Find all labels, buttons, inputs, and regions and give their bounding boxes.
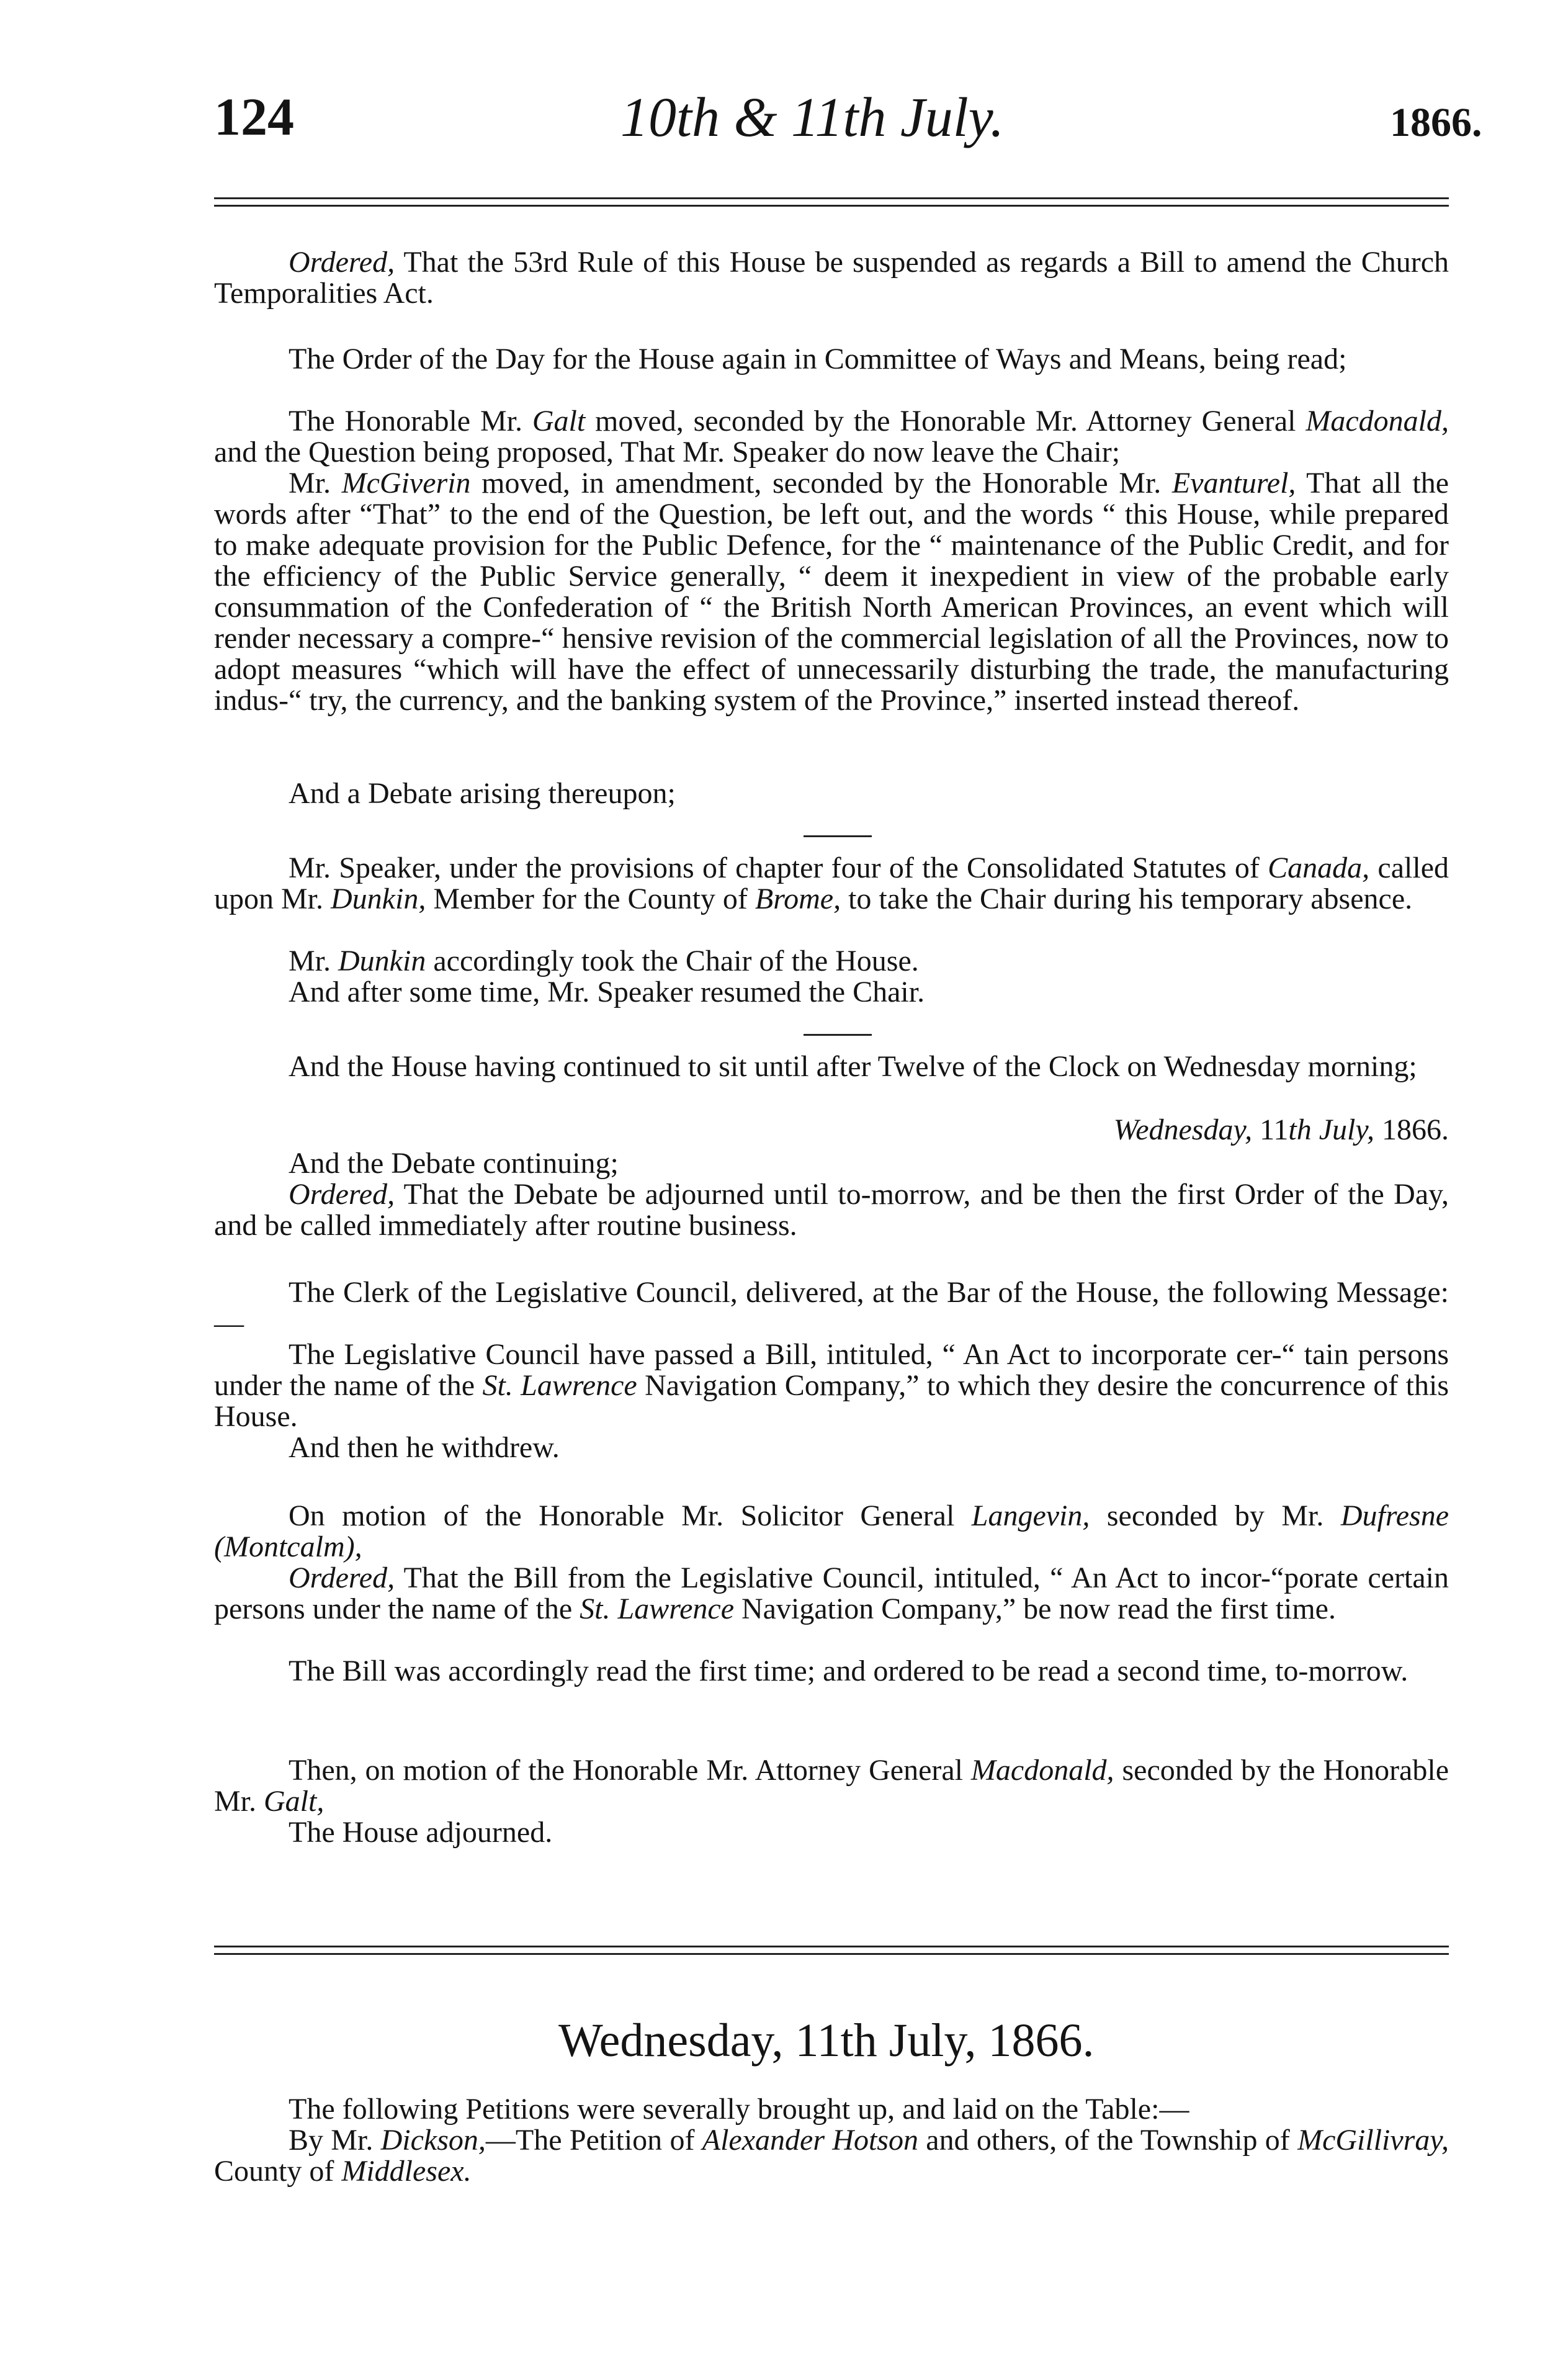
text-run: Canada, <box>1268 851 1370 884</box>
text-run: Dunkin <box>338 945 426 977</box>
text-run: And a Debate arising thereupon; <box>289 777 676 810</box>
paragraph <box>214 406 1449 468</box>
text-run: The Honorable Mr. <box>289 405 532 438</box>
paragraph <box>214 247 1449 309</box>
paragraph <box>214 1339 1449 1432</box>
text-run: and others, of the Township of <box>918 2124 1298 2157</box>
paragraph <box>214 1277 1449 1339</box>
text-run: Macdonald, <box>970 1754 1114 1787</box>
text-run: And then he withdrew. <box>289 1431 560 1464</box>
text-run: McGillivray, <box>1297 2124 1449 2157</box>
text-run: Navigation Company,” be now read the first time. <box>734 1592 1336 1625</box>
running-title: 10th & 11th July. <box>620 87 1005 148</box>
text-run: Ordered, <box>289 1178 395 1211</box>
text-run: to take the Chair during his temporary absence. <box>841 882 1413 915</box>
text-run: Dunkin, <box>331 882 426 915</box>
paragraph <box>214 1432 1449 1463</box>
paragraph <box>214 2125 1449 2187</box>
text-run: moved, in amendment, seconded by the Honorable Mr. <box>470 467 1172 500</box>
text-run: County of <box>214 2155 342 2188</box>
paragraph <box>214 1755 1449 1817</box>
text-run: 11 <box>1252 1113 1289 1146</box>
text-run: Galt <box>532 405 586 438</box>
section-rule <box>214 1946 1449 1955</box>
text-run: The following Petitions were severally brought up, and laid on the Table:— <box>289 2093 1189 2126</box>
paragraph <box>214 1501 1449 1563</box>
text-run: The Order of the Day for the House again in Committee of Ways and Means, being read; <box>289 343 1347 375</box>
paragraph <box>214 1563 1449 1625</box>
text-run: The Clerk of the Legislative Council, delivered, at the Bar of the House, the following Message:— <box>214 1276 1449 1340</box>
paragraph <box>214 1656 1449 1687</box>
paragraph <box>214 977 1449 1008</box>
text-run: Dickson, <box>380 2124 486 2157</box>
text-run <box>1312 1113 1319 1146</box>
text-run: Alexander Hotson <box>702 2124 918 2157</box>
section-divider <box>804 1034 872 1036</box>
text-run: That the 53rd Rule of this House be suspended as regards a Bill to amend the Church Temporalities Act. <box>214 246 1449 310</box>
text-run: —The Petition of <box>485 2124 702 2157</box>
text-run: th <box>1288 1113 1312 1146</box>
paragraph <box>214 1051 1449 1082</box>
text-run: Macdonald, <box>1305 405 1449 438</box>
text-run: McGiverin <box>341 467 471 500</box>
paragraph <box>214 1179 1449 1241</box>
page-number: 124 <box>214 87 294 146</box>
text-run: Dufresne (Montcalm), <box>214 1499 1449 1563</box>
paragraph <box>214 468 1449 716</box>
text-run: and the Question being proposed, That Mr. Speaker do now leave the Chair; <box>214 436 1121 469</box>
text-run: The Legislative Council have passed a Bill, intituled, “ An Act to incorporate cer-“ tain persons under the name of the <box>214 1338 1449 1402</box>
section-title: Wednesday, 11th July, 1866. <box>558 2014 1095 2067</box>
text-run: seconded by the Honorable Mr. <box>214 1754 1449 1818</box>
text-run: accordingly took the Chair of the House. <box>426 945 919 977</box>
text-run: The Bill was accordingly read the first time; and ordered to be read a second time, to-morrow. <box>289 1655 1408 1687</box>
text-run: That the Debate be adjourned until to-morrow, and be then the first Order of the Day, and be called immediately after routine business. <box>214 1178 1449 1242</box>
text-run: That the Bill from the Legislative Council, intituled, “ An Act to incor-“porate certain persons under the name of the <box>214 1561 1449 1625</box>
text-run: And after some time, Mr. Speaker resumed the Chair. <box>289 976 925 1008</box>
text-run: By Mr. <box>289 2124 381 2157</box>
paragraph <box>214 2094 1449 2125</box>
text-run: Member for the County of <box>426 882 755 915</box>
text-run: Brome, <box>755 882 841 915</box>
running-year: 1866. <box>1390 100 1482 145</box>
text-run: Evanturel, <box>1171 467 1296 500</box>
text-run: Mr. <box>289 467 342 500</box>
text-run: seconded by Mr. <box>1090 1499 1341 1532</box>
header-rule <box>214 197 1449 207</box>
paragraph <box>214 344 1449 375</box>
text-run: Ordered, <box>289 1561 395 1594</box>
paragraph <box>214 778 1449 809</box>
text-run: moved, seconded by the Honorable Mr. Attorney General <box>585 405 1306 438</box>
text-run: On motion of the Honorable Mr. Solicitor General <box>289 1499 972 1532</box>
text-run: Then, on motion of the Honorable Mr. Attorney General <box>289 1754 971 1787</box>
text-run: Mr. Speaker, under the provisions of chapter four of the Consolidated Statutes of <box>289 851 1268 884</box>
text-run: Wednesday, <box>1113 1113 1253 1146</box>
text-run: July, <box>1319 1113 1374 1146</box>
text-run: Middlesex. <box>341 2155 472 2188</box>
paragraph <box>214 1817 1449 1848</box>
text-run: Navigation Company,” to which they desire the concurrence of this House. <box>214 1369 1449 1433</box>
text-run: That all the words after “That” to the end of the Question, be left out, and the words “ this House, while prepared to make adequate provision for the Public Defence, for the “ maintenance of the Public Credit, and for the efficiency of the Public Service generally, “ deem it inexpedient in view of the probable early consummation of the Confederation of “ the British North American Provinces, an event which will render necessary a compre-“ hensive revision of the commercial legislation of all the Provinces, now to adopt measures “which will have the effect of unnecessarily disturbing the trade, the manufacturing indus-“ try, the currency, and the banking system of the Province,” inserted instead thereof. <box>214 467 1449 717</box>
text-run: St. Lawrence <box>580 1592 735 1625</box>
paragraph-dateline <box>214 1115 1449 1146</box>
paragraph <box>214 1148 1449 1179</box>
text-run: Ordered, <box>289 246 395 279</box>
text-run: St. Lawrence <box>482 1369 637 1402</box>
section-divider <box>804 835 872 837</box>
text-run: The House adjourned. <box>289 1816 553 1849</box>
text-run: And the Debate continuing; <box>289 1147 619 1180</box>
text-run: Galt, <box>264 1785 325 1818</box>
text-run: called upon Mr. <box>214 851 1449 915</box>
text-run: Mr. <box>289 945 339 977</box>
text-run: And the House having continued to sit until after Twelve of the Clock on Wednesday morning; <box>289 1050 1417 1083</box>
paragraph <box>214 946 1449 977</box>
text-run: Langevin, <box>971 1499 1090 1532</box>
text-run: 1866. <box>1374 1113 1449 1146</box>
paragraph <box>214 853 1449 915</box>
